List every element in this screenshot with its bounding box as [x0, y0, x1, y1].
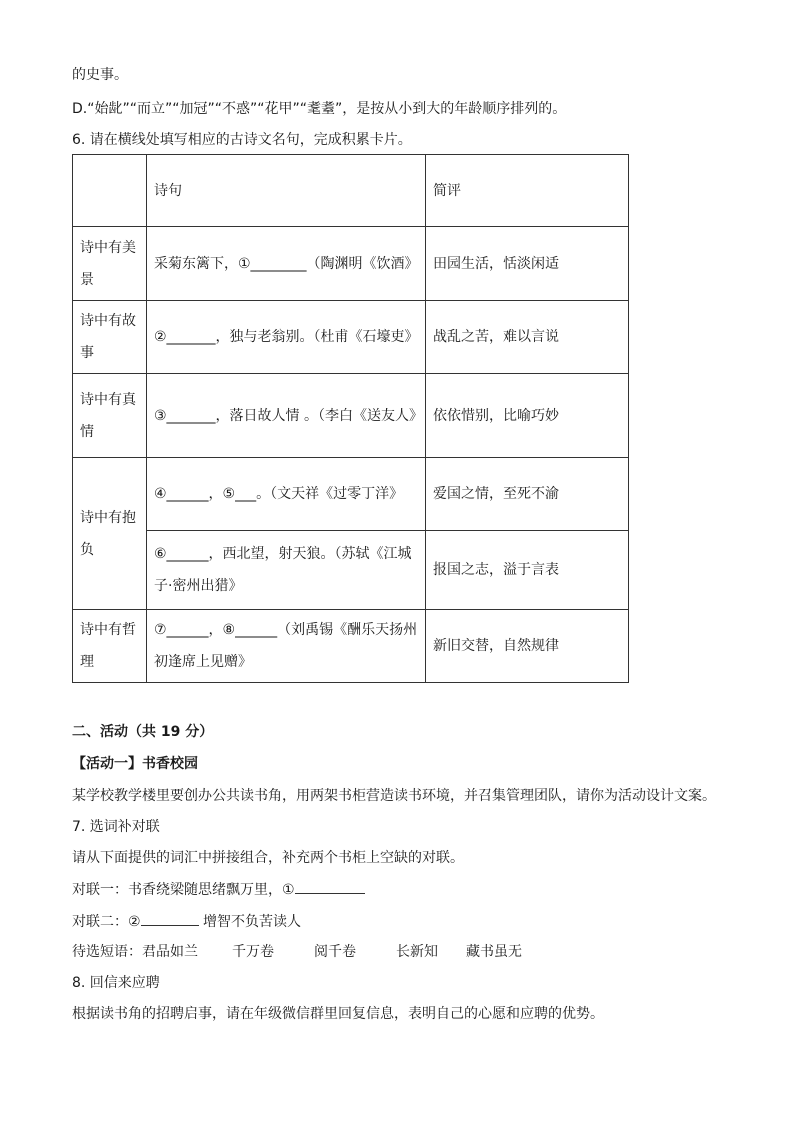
couplet-2-blank[interactable]	[141, 911, 199, 926]
question-8-desc: 根据读书角的招聘启事，请在年级微信群里回复信息，表明自己的心愿和应聘的优势。	[72, 1006, 604, 1022]
table-header-row	[73, 155, 629, 227]
option-item: 长新知	[396, 944, 438, 960]
table-row	[73, 301, 629, 374]
couplet-2-line	[72, 911, 301, 932]
table-row	[73, 227, 629, 301]
comment-cell: 战乱之苦，难以言说	[426, 301, 629, 374]
continued-text: 的史事。	[72, 67, 128, 83]
comment-cell: 新旧交替，自然规律	[426, 610, 629, 683]
question-7-desc: 请从下面提供的词汇中拼接组合，补充两个书柜上空缺的对联。	[72, 850, 464, 866]
question-7: 7. 选词补对联	[72, 819, 160, 835]
comment-cell: 爱国之情，至死不渝	[426, 458, 629, 531]
category-cell: 诗中有故事	[73, 301, 147, 374]
comment-cell: 依依惜别，比喻巧妙	[426, 374, 629, 458]
comment-cell: 田园生活，恬淡闲适	[426, 227, 629, 301]
activity-1-title: 【活动一】书香校园	[72, 756, 198, 772]
category-cell: 诗中有哲理	[73, 610, 147, 683]
option-d: D.“始龀”“而立”“加冠”“不惑”“花甲”“耄耋”，是按从小到大的年龄顺序排列的。	[72, 101, 567, 117]
question-6: 6. 请在横线处填写相应的古诗文名句，完成积累卡片。	[72, 132, 412, 148]
couplet-2-number: 对联二：②	[72, 914, 141, 930]
category-cell: 诗中有抱负	[73, 458, 147, 610]
verse-cell: ⑦______，⑧______（刘禹锡《酬乐天扬州初逢席上见赠》	[147, 610, 426, 683]
category-cell: 诗中有真情	[73, 374, 147, 458]
verse-cell: ⑥______，西北望，射天狼。（苏轼《江城子·密州出猎》	[147, 531, 426, 610]
table-row	[73, 531, 629, 610]
question-8: 8. 回信来应聘	[72, 975, 160, 991]
header-empty-cell	[73, 155, 147, 227]
couplet-1-blank[interactable]	[295, 879, 365, 894]
couplet-1: 对联一：书香绕梁随思绪飘万里，①	[72, 882, 295, 898]
header-verse: 诗句	[147, 155, 426, 227]
table-row	[73, 458, 629, 531]
accumulation-card-table	[72, 154, 629, 683]
section-2-title: 二、活动（共 19 分）	[72, 724, 214, 740]
verse-cell: ④______，⑤___。（文天祥《过零丁洋》	[147, 458, 426, 531]
options-line	[72, 942, 522, 962]
couplet-2-rest: 增智不负苦读人	[198, 914, 302, 930]
option-item: 藏书虽无	[466, 944, 522, 960]
header-comment: 简评	[426, 155, 629, 227]
verse-cell: 采菊东篱下，①________（陶渊明《饮酒》	[147, 227, 426, 301]
verse-cell: ③_______，落日故人情 。（李白《送友人》	[147, 374, 426, 458]
option-item: 阅千卷	[314, 944, 356, 960]
table-row	[73, 374, 629, 458]
activity-intro: 某学校教学楼里要创办公共读书角，用两架书柜营造读书环境，并召集管理团队，请你为活动设计文案。	[72, 788, 716, 804]
table-row	[73, 610, 629, 683]
category-cell: 诗中有美景	[73, 227, 147, 301]
verse-cell: ②_______，独与老翁别。（杜甫《石壕吏》	[147, 301, 426, 374]
comment-cell: 报国之志，溢于言表	[426, 531, 629, 610]
option-item: 千万卷	[232, 944, 274, 960]
couplet-1-line	[72, 879, 365, 900]
options-label: 待选短语：君品如兰	[72, 944, 198, 960]
